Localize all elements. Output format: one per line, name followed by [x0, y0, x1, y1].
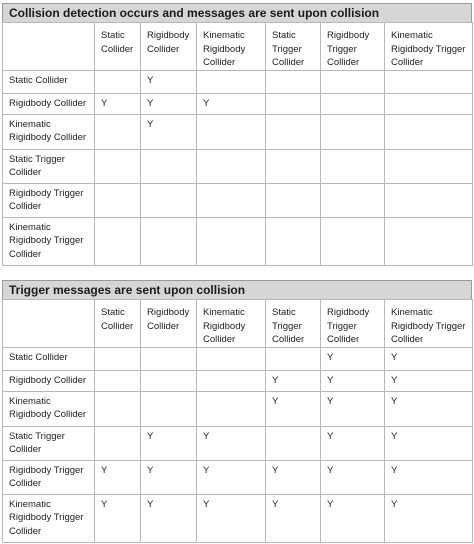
column-header — [3, 300, 95, 348]
table-row — [3, 93, 473, 114]
table-cell — [95, 149, 141, 183]
table-header-row — [3, 23, 473, 71]
column-header: Rigidbody Trigger Collider — [321, 23, 385, 71]
table-cell — [95, 114, 141, 149]
table-cell — [385, 114, 473, 149]
table-cell: Y — [385, 494, 473, 542]
column-header — [3, 23, 95, 71]
row-header: Kinematic Rigidbody Collider — [3, 114, 95, 149]
table-cell — [95, 217, 141, 265]
table-cell: Y — [385, 391, 473, 426]
column-header: Rigidbody Collider — [141, 23, 197, 71]
table-row — [3, 391, 473, 426]
row-header: Rigidbody Trigger Collider — [3, 183, 95, 217]
table-cell: Y — [266, 370, 321, 391]
row-header: Static Trigger Collider — [3, 149, 95, 183]
table-cell: Y — [385, 460, 473, 494]
table-cell — [266, 426, 321, 460]
table-cell: Y — [385, 426, 473, 460]
table-cell: Y — [321, 494, 385, 542]
table-row — [3, 70, 473, 93]
table-cell — [385, 70, 473, 93]
table-cell — [385, 183, 473, 217]
row-header: Rigidbody Collider — [3, 370, 95, 391]
column-header: Static Collider — [95, 23, 141, 71]
table-cell: Y — [95, 460, 141, 494]
table-cell: Y — [266, 494, 321, 542]
table-row — [3, 217, 473, 265]
table-cell — [197, 347, 266, 370]
table-row — [3, 183, 473, 217]
table-cell: Y — [141, 114, 197, 149]
row-header: Static Trigger Collider — [3, 426, 95, 460]
table-cell: Y — [95, 93, 141, 114]
table-cell: Y — [321, 460, 385, 494]
table-cell — [266, 217, 321, 265]
column-header: Kinematic Rigidbody Trigger Collider — [385, 23, 473, 71]
column-header: Rigidbody Collider — [141, 300, 197, 348]
table-cell: Y — [95, 494, 141, 542]
table-row — [3, 460, 473, 494]
column-header: Static Collider — [95, 300, 141, 348]
column-header: Rigidbody Trigger Collider — [321, 300, 385, 348]
table-cell — [197, 370, 266, 391]
table-cell: Y — [141, 460, 197, 494]
table-cell — [321, 217, 385, 265]
table-cell — [95, 70, 141, 93]
collision-matrix-table — [2, 22, 473, 266]
row-header: Rigidbody Trigger Collider — [3, 460, 95, 494]
table-cell — [266, 149, 321, 183]
table-row — [3, 370, 473, 391]
table-cell — [95, 370, 141, 391]
trigger-matrix-title: Trigger messages are sent upon collision — [2, 280, 472, 299]
table-cell — [95, 426, 141, 460]
table-cell — [141, 217, 197, 265]
table-cell: Y — [321, 347, 385, 370]
table-cell — [321, 183, 385, 217]
table-row — [3, 426, 473, 460]
table-cell — [95, 347, 141, 370]
column-header: Static Trigger Collider — [266, 23, 321, 71]
table-cell: Y — [141, 494, 197, 542]
table-cell — [321, 114, 385, 149]
table-row — [3, 114, 473, 149]
table-row — [3, 149, 473, 183]
table-cell — [385, 217, 473, 265]
table-cell: Y — [197, 426, 266, 460]
table-cell: Y — [266, 460, 321, 494]
table-cell — [385, 93, 473, 114]
table-cell — [321, 149, 385, 183]
trigger-matrix — [2, 280, 472, 543]
row-header: Kinematic Rigidbody Trigger Collider — [3, 217, 95, 265]
row-header: Rigidbody Collider — [3, 93, 95, 114]
row-header: Kinematic Rigidbody Collider — [3, 391, 95, 426]
table-cell — [197, 217, 266, 265]
table-cell — [197, 149, 266, 183]
table-cell: Y — [141, 93, 197, 114]
collision-matrix — [2, 3, 472, 266]
collision-matrix-title: Collision detection occurs and messages are sent upon collision — [2, 3, 472, 22]
table-cell — [266, 70, 321, 93]
column-header: Kinematic Rigidbody Trigger Collider — [385, 300, 473, 348]
table-row — [3, 347, 473, 370]
table-cell — [266, 114, 321, 149]
table-cell: Y — [321, 426, 385, 460]
table-cell — [266, 93, 321, 114]
table-cell — [385, 149, 473, 183]
table-cell — [95, 391, 141, 426]
table-cell — [197, 114, 266, 149]
table-cell — [321, 93, 385, 114]
table-cell: Y — [141, 426, 197, 460]
table-row — [3, 494, 473, 542]
table-cell — [95, 183, 141, 217]
table-cell — [266, 347, 321, 370]
column-header: Kinematic Rigidbody Collider — [197, 23, 266, 71]
table-cell — [197, 391, 266, 426]
table-cell — [197, 183, 266, 217]
table-cell — [141, 391, 197, 426]
table-cell — [141, 149, 197, 183]
column-header: Static Trigger Collider — [266, 300, 321, 348]
table-cell — [141, 347, 197, 370]
table-header-row — [3, 300, 473, 348]
table-cell: Y — [385, 370, 473, 391]
table-cell: Y — [197, 460, 266, 494]
table-cell: Y — [197, 494, 266, 542]
trigger-matrix-table — [2, 299, 473, 543]
table-cell — [197, 70, 266, 93]
table-cell: Y — [385, 347, 473, 370]
table-cell: Y — [321, 391, 385, 426]
row-header: Static Collider — [3, 347, 95, 370]
table-cell: Y — [141, 70, 197, 93]
column-header: Kinematic Rigidbody Collider — [197, 300, 266, 348]
table-cell — [321, 70, 385, 93]
row-header: Static Collider — [3, 70, 95, 93]
table-cell — [141, 370, 197, 391]
table-cell: Y — [266, 391, 321, 426]
table-cell: Y — [321, 370, 385, 391]
table-cell: Y — [197, 93, 266, 114]
table-cell — [141, 183, 197, 217]
table-cell — [266, 183, 321, 217]
row-header: Kinematic Rigidbody Trigger Collider — [3, 494, 95, 542]
